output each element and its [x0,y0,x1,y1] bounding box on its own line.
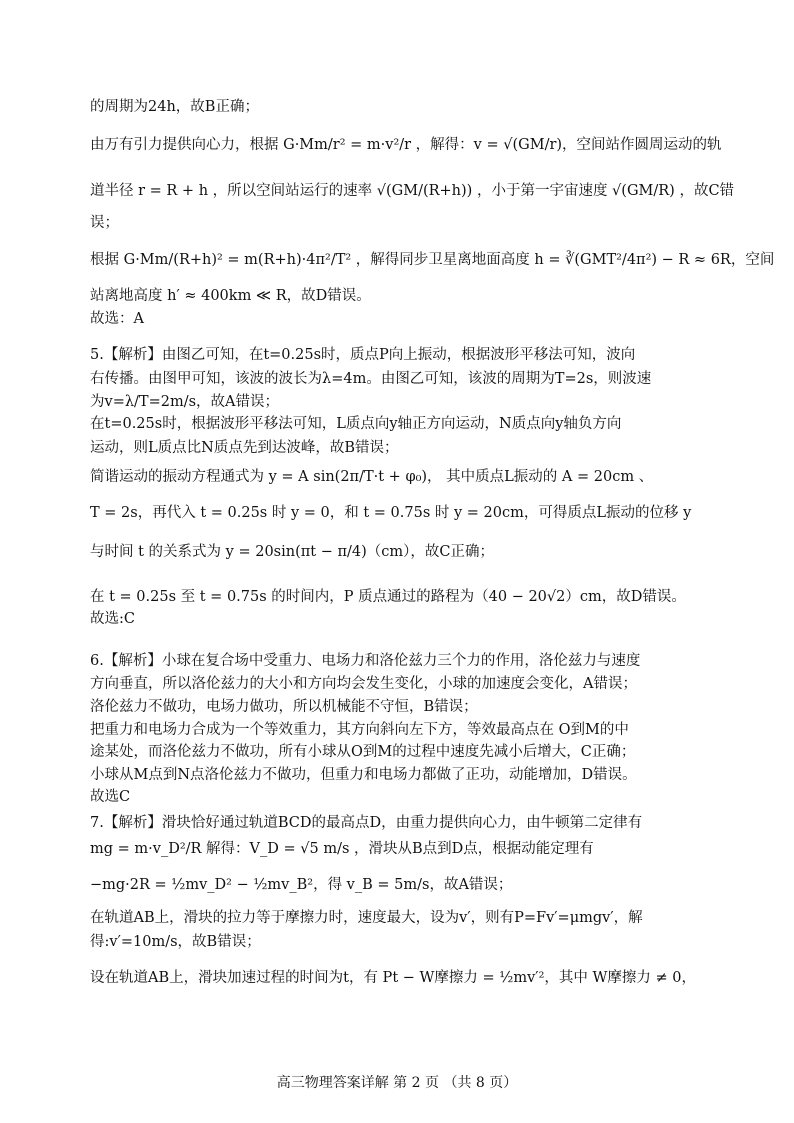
text-line: 小球从M点到N点洛伦兹力不做功，但重力和电场力都做了正功，动能增加，D错误。 [90,767,637,783]
text-line: T = 2s，再代入 t = 0.25s 时 y = 0，和 t = 0.75s 时 y = 20cm，可得质点L振动的位移 y [90,505,692,521]
text-line: 道半径 r = R + h ，所以空间站运行的速率 √(GM/(R+h)) ，小于第一宇宙速度 √(GM/R) ，故C错 [90,183,735,199]
text-line: 5.【解析】由图乙可知，在t=0.25s时，质点P向上振动，根据波形平移法可知，波向 [90,347,636,363]
text-line: 简谐运动的振动方程通式为 y = A sin(2π/T·t + φ₀)， 其中质点L振动的 A = 20cm 、 [90,469,654,485]
text-line: 运动，则L质点比N质点先到达波峰，故B错误； [90,440,399,456]
text-line: 与时间 t 的关系式为 y = 20sin(πt − π/4)（cm），故C正确； [90,544,494,560]
text-line: 故选：A [90,311,144,327]
text-line: 得:v′=10m/s，故B错误； [90,934,261,950]
text-line: 的周期为24h，故B正确； [90,99,259,115]
text-line: 故选:C [90,611,135,627]
text-line: 途某处，而洛伦兹力不做功，所有小球从O到M的过程中速度先减小后增大，C正确； [90,744,636,760]
text-line: 故选C [90,789,131,805]
text-line: 6.【解析】小球在复合场中受重力、电场力和洛伦兹力三个力的作用，洛伦兹力与速度 [90,653,641,669]
text-line: 在 t = 0.25s 至 t = 0.75s 的时间内，P 质点通过的路程为（40 − 20√2）cm，故D错误。 [90,589,686,605]
text-line: 在轨道AB上，滑块的拉力等于摩擦力时，速度最大，设为v′，则有P=Fv′=μmgv′，解 [90,910,643,926]
page-footer: 高三物理答案详解 第 2 页 （共 8 页） [276,1075,518,1091]
text-line: 设在轨道AB上，滑块加速过程的时间为t，有 Pt − W摩擦力 = ½mv′²，其中 W摩擦力 ≠ 0， [90,970,696,986]
text-line: 方向垂直，所以洛伦兹力的大小和方向均会发生变化，小球的加速度会变化，A错误； [90,676,637,692]
text-line: 根据 G·Mm/(R+h)² = m(R+h)·4π²/T² ，解得同步卫星离地面高度 h = ∛(GMT²/4π²) − R ≈ 6R，空间 [90,252,775,268]
text-line: 洛伦兹力不做功，电场力做功，所以机械能不守恒，B错误； [90,699,478,715]
text-line: 误； [90,215,119,231]
text-line: 右传播。由图甲可知，该波的波长为λ=4m。由图乙可知，该波的周期为T=2s，则波速 [90,371,652,387]
text-line: 7.【解析】滑块恰好通过轨道BCD的最高点D，由重力提供向心力，由牛顿第二定律有 [90,815,643,831]
text-line: 把重力和电场力合成为一个等效重力，其方向斜向左下方，等效最高点在 O到M的中 [90,722,629,738]
text-line: 站离地高度 h′ ≈ 400km ≪ R，故D错误。 [90,288,371,304]
text-line: 为v=λ/T=2m/s，故A错误； [90,394,280,410]
text-line: mg = m·v_D²/R 解得：V_D = √5 m/s ，滑块从B点到D点，根据动能定理有 [90,841,594,857]
text-line: −mg·2R = ½mv_D² − ½mv_B²，得 v_B = 5m/s，故A错误； [90,877,513,893]
text-line: 由万有引力提供向心力，根据 G·Mm/r² = m·v²/r ，解得：v = √(GM/r)，空间站作圆周运动的轨 [90,137,722,153]
text-line: 在t=0.25s时，根据波形平移法可知，L质点向y轴正方向运动，N质点向y轴负方向 [90,416,622,432]
